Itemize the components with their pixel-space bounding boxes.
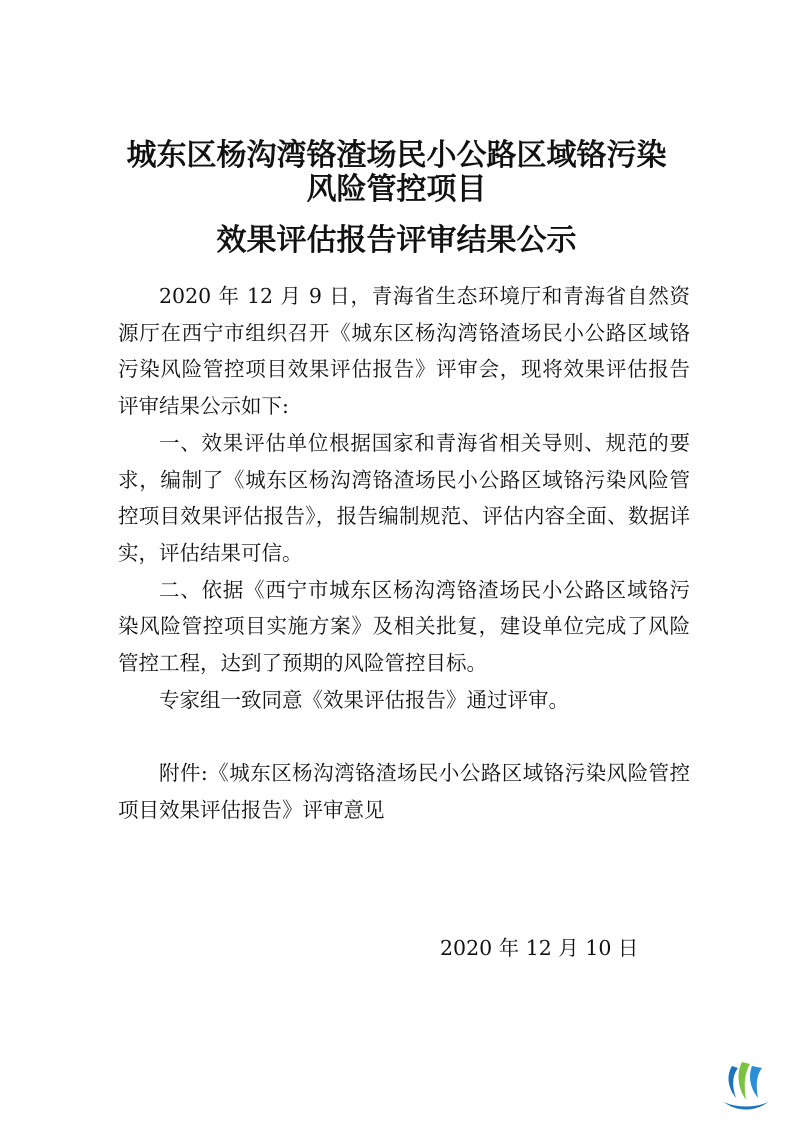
- document-date: 2020 年 12 月 10 日: [440, 936, 639, 960]
- document-title-line-1: 城东区杨沟湾铬渣场民小公路区域铬污染: [126, 138, 667, 173]
- document-subtitle: 效果评估报告评审结果公示: [216, 223, 577, 258]
- paragraph-conclusion: 专家组一致同意《效果评估报告》通过评审。: [159, 687, 569, 712]
- paragraph-item-2: 二、依据《西宁市城东区杨沟湾铬渣场民小公路区域铬污染风险管控项目实施方案》及相关批复，建设单位完成了风险管控工程，达到了预期的风险管控目标。: [118, 577, 690, 676]
- paragraph-item-1: 一、效果评估单位根据国家和青海省相关导则、规范的要求，编制了《城东区杨沟湾铬渣场民小公路区域铬污染风险管控项目效果评估报告》，报告编制规范、评估内容全面、数据详实，评估结果可信。: [118, 430, 690, 565]
- paragraph-attachment: 附件:《城东区杨沟湾铬渣场民小公路区域铬污染风险管控项目效果评估报告》评审意见: [118, 761, 690, 822]
- organization-logo-icon: [718, 1058, 774, 1114]
- document-title-line-2: 风险管控项目: [306, 172, 487, 207]
- paragraph-intro: 2020 年 12 月 9 日，青海省生态环境厅和青海省自然资源厅在西宁市组织召开《城东区杨沟湾铬渣场民小公路区域铬污染风险管控项目效果评估报告》评审会，现将效果评估报告评审结果公示如下:: [118, 284, 690, 419]
- document-body: [118, 278, 690, 829]
